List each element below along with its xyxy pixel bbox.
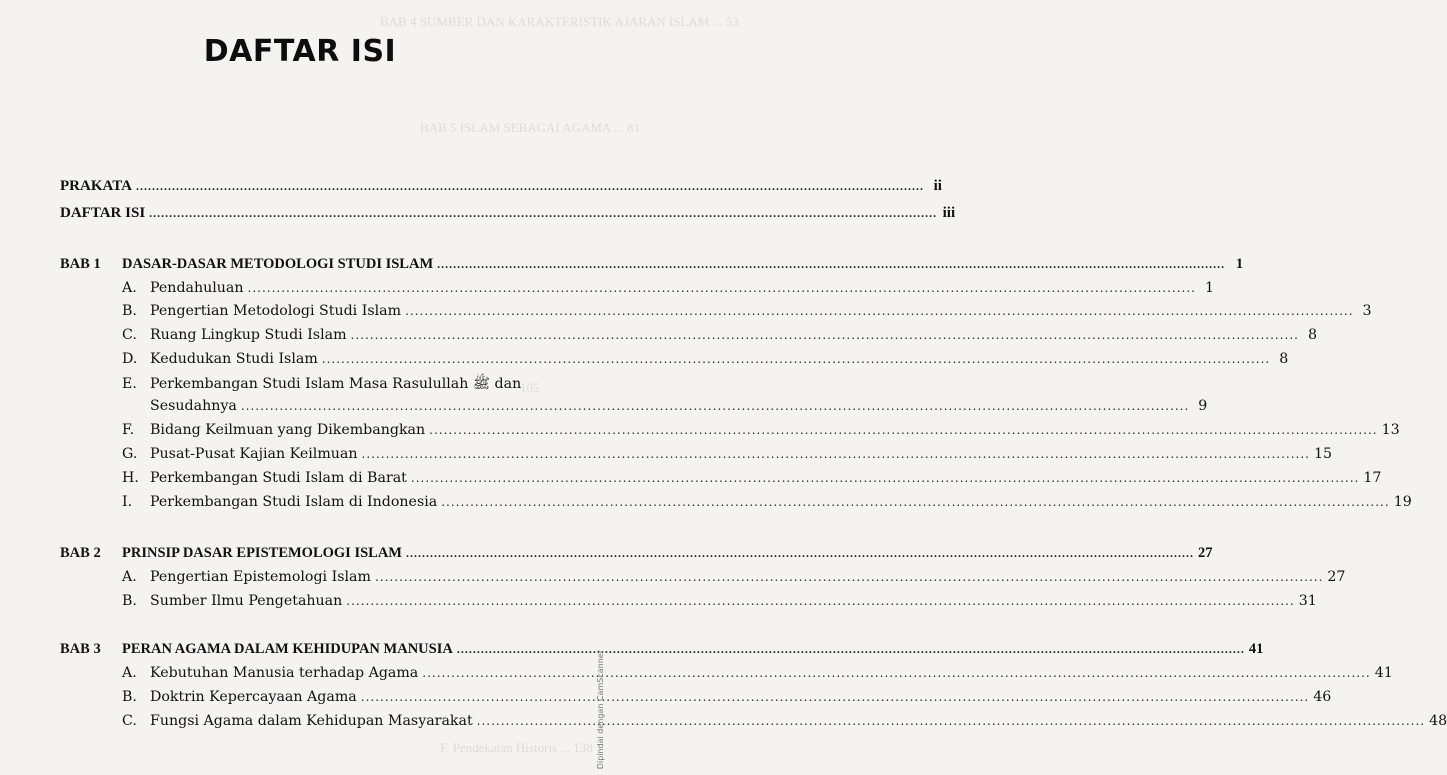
section-title: Perkembangan Studi Islam di Indonesia: [150, 494, 438, 510]
toc-section[interactable]: [122, 569, 1346, 591]
page-number: 41: [1374, 665, 1393, 681]
leader-dots: [346, 594, 1294, 608]
leader-dots: [241, 399, 1189, 413]
section-letter: B.: [122, 689, 137, 705]
section-letter: C.: [122, 713, 137, 729]
section-title: Kedudukan Studi Islam: [150, 351, 318, 367]
page-number: 15: [1313, 446, 1333, 462]
entry-label: DAFTAR ISI: [60, 205, 146, 221]
section-title: Pengertian Epistemologi Islam: [150, 569, 371, 585]
toc-entry-daftar-isi[interactable]: [60, 205, 956, 227]
leader-dots: [248, 281, 1196, 295]
section-title: Perkembangan Studi Islam di Barat: [150, 470, 407, 486]
leader-dots: [405, 304, 1353, 318]
section-letter: I.: [122, 494, 133, 510]
section-title: Bidang Keilmuan yang Dikembangkan: [150, 422, 426, 438]
section-title: Ruang Lingkup Studi Islam: [150, 327, 347, 343]
chapter-number: BAB 1: [60, 256, 101, 272]
leader-dots: [429, 423, 1377, 437]
chapter-title: PRINSIP DASAR EPISTEMOLOGI ISLAM: [122, 545, 402, 561]
leader-dots: [361, 690, 1309, 704]
page-number: 48: [1429, 713, 1447, 729]
page-number: 17: [1363, 470, 1382, 486]
section-letter: C.: [122, 327, 137, 343]
page-number: 41: [1248, 641, 1264, 657]
page-number: 3: [1362, 303, 1372, 319]
leader-dots: [411, 471, 1359, 485]
toc-chapter-2[interactable]: [60, 545, 1213, 567]
section-title-continuation: Sesudahnya: [150, 398, 237, 414]
toc-section[interactable]: [122, 280, 1214, 302]
section-letter: F.: [122, 422, 135, 438]
entry-label: PRAKATA: [60, 178, 132, 194]
toc-section-continuation[interactable]: [150, 398, 1208, 420]
page-number: 31: [1298, 593, 1317, 609]
leader-dots: [149, 206, 937, 221]
toc-chapter-3[interactable]: [60, 641, 1264, 663]
leader-dots: [136, 179, 924, 194]
page-number: 8: [1307, 327, 1317, 343]
leader-dots: [441, 495, 1389, 509]
page-number: 27: [1197, 545, 1213, 561]
toc-section[interactable]: [122, 593, 1317, 615]
toc-chapter-1[interactable]: [60, 256, 1244, 278]
scanner-watermark: Dipindai dengan CamScanner: [596, 650, 605, 770]
section-title: Pendahuluan: [150, 280, 244, 296]
section-title: Pengertian Metodologi Studi Islam: [150, 303, 402, 319]
page-number: iii: [942, 205, 956, 221]
chapter-label: [60, 641, 453, 658]
leader-dots: [422, 666, 1370, 680]
toc-entry-prakata[interactable]: [60, 178, 942, 200]
section-letter: B.: [122, 303, 137, 319]
leader-dots: [477, 714, 1425, 728]
toc-section[interactable]: [122, 470, 1382, 492]
section-letter: A.: [122, 280, 137, 296]
page-number: 9: [1198, 398, 1208, 414]
chapter-title: PERAN AGAMA DALAM KEHIDUPAN MANUSIA: [122, 641, 453, 657]
page-number: 27: [1327, 569, 1346, 585]
page-number: ii: [933, 178, 942, 194]
chapter-title: DASAR-DASAR METODOLOGI STUDI ISLAM: [122, 256, 434, 272]
leader-dots: [437, 257, 1225, 272]
section-title: Sumber Ilmu Pengetahuan: [150, 593, 343, 609]
page-number: 19: [1393, 494, 1412, 510]
leader-dots: [351, 328, 1299, 342]
section-title: Pusat-Pusat Kajian Keilmuan: [150, 446, 358, 462]
leader-dots: [406, 546, 1194, 561]
page-number: 46: [1313, 689, 1332, 705]
toc-section[interactable]: [122, 665, 1393, 687]
page-title: DAFTAR ISI: [203, 34, 397, 69]
section-letter: D.: [122, 351, 138, 367]
toc-section[interactable]: [122, 446, 1333, 468]
page-number: 1: [1235, 256, 1244, 272]
toc-section[interactable]: [122, 351, 1289, 373]
toc-section[interactable]: [122, 422, 1400, 444]
toc-section[interactable]: [122, 713, 1447, 735]
page-number: 1: [1204, 280, 1214, 296]
leader-dots: [362, 447, 1310, 461]
section-title: Kebutuhan Manusia terhadap Agama: [150, 665, 419, 681]
leader-dots: [322, 352, 1270, 366]
toc-section[interactable]: [122, 494, 1412, 516]
toc-section[interactable]: [122, 689, 1332, 711]
section-letter: H.: [122, 470, 139, 486]
chapter-number: BAB 3: [60, 641, 101, 657]
leader-dots: [375, 570, 1323, 584]
toc-section[interactable]: [122, 327, 1317, 349]
chapter-label: [60, 256, 433, 273]
section-title: Fungsi Agama dalam Kehidupan Masyarakat: [150, 713, 473, 729]
section-title: Doktrin Kepercayaan Agama: [150, 689, 357, 705]
chapter-label: [60, 545, 402, 562]
chapter-number: BAB 2: [60, 545, 101, 561]
section-letter: A.: [122, 569, 137, 585]
page-number: 13: [1381, 422, 1400, 438]
toc-section[interactable]: [122, 303, 1372, 325]
leader-dots: [457, 642, 1245, 657]
page-number: 8: [1279, 351, 1289, 367]
toc-section[interactable]: [122, 376, 546, 398]
section-letter: A.: [122, 665, 137, 681]
section-title: Perkembangan Studi Islam Masa Rasulullah ﷺ dan: [150, 376, 522, 392]
section-letter: E.: [122, 376, 137, 392]
section-letter: G.: [122, 446, 138, 462]
section-letter: B.: [122, 593, 137, 609]
